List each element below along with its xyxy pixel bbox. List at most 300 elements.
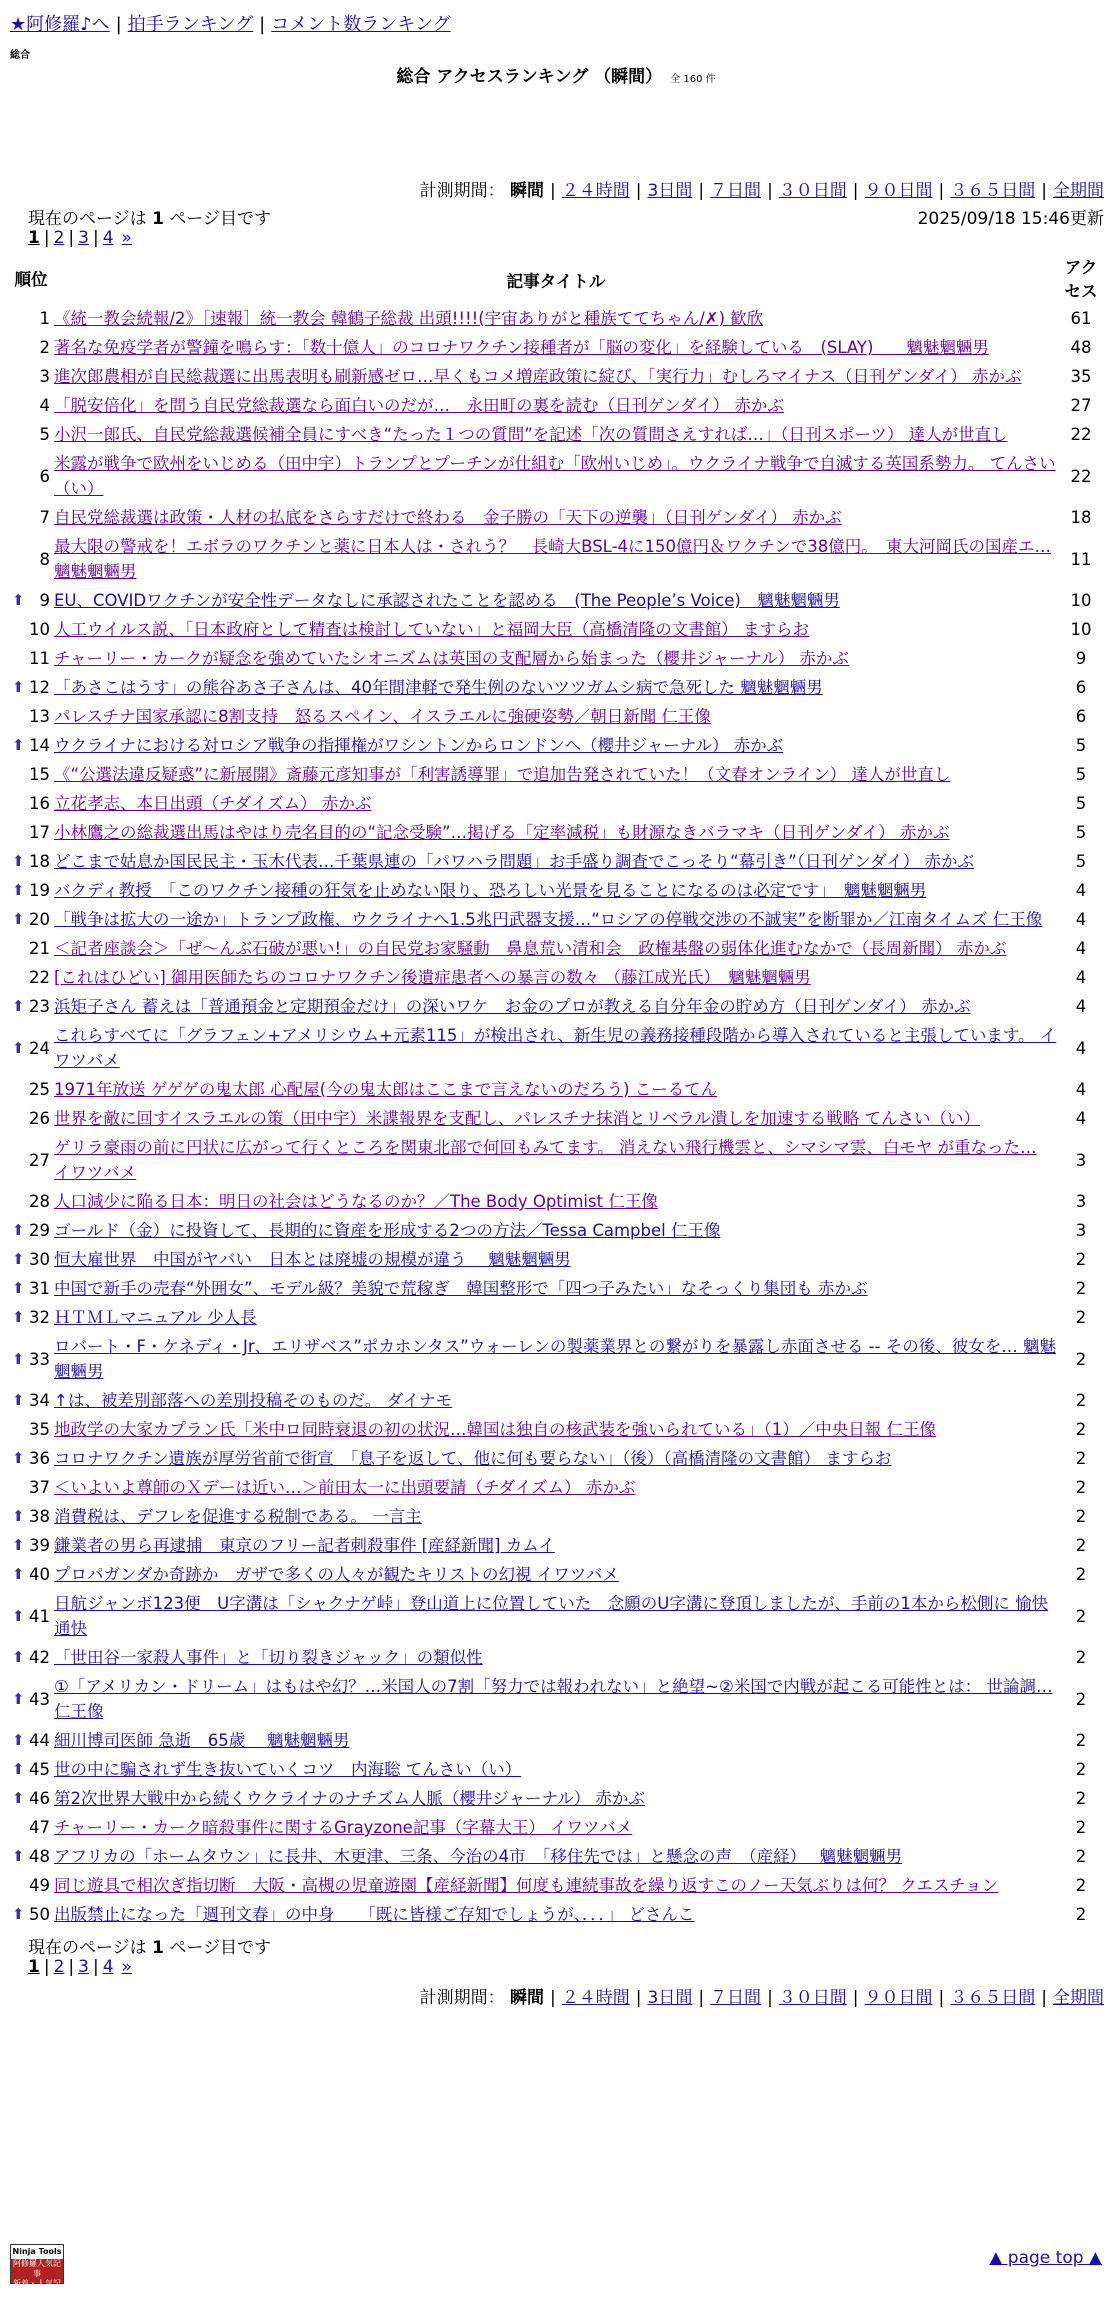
pager-top: 1 | 2 | 3 | 4 »	[28, 228, 132, 248]
rss-badge[interactable]	[10, 2244, 64, 2298]
article-link[interactable]: バクディ教授 「このワクチン接種の狂気を止めない限り、恐ろしい光景を見ることになるのは必定です」 魑魅魍魎男	[54, 881, 927, 900]
title-cell	[54, 1871, 1058, 1900]
table-row	[8, 1755, 1104, 1784]
access-count: 2	[1075, 1420, 1087, 1439]
pager-page-3[interactable]: 3	[78, 1957, 89, 1977]
article-link[interactable]: 出版禁止になった「週刊文春」の中身 「既に皆様ご存知でしょうが、．．．」 どさんこ	[54, 1905, 695, 1924]
access-count: 2	[1075, 1250, 1087, 1269]
rank-number: 34	[29, 1391, 50, 1410]
page-title-text: 総合 アクセスランキング （瞬間）	[396, 67, 663, 87]
rank-cell	[8, 1075, 54, 1104]
access-count: 3	[1075, 1221, 1087, 1240]
title-cell	[54, 391, 1058, 420]
rank-number: 2	[39, 338, 50, 357]
article-link[interactable]: チャーリー・カークが疑念を強めていたシオニズムは英国の支配層から始まった（櫻井ジャーナル） 赤かぶ	[54, 649, 849, 668]
access-count: 3	[1075, 1192, 1087, 1211]
rank-cell	[8, 1021, 54, 1075]
rank-cell	[8, 1502, 54, 1531]
article-link[interactable]: チャーリー・カーク暗殺事件に関するGrayzone記事（字幕大王） イワツバメ	[54, 1818, 633, 1837]
title-cell	[54, 963, 1058, 992]
ranking-body	[8, 304, 1104, 1929]
page-info-top	[28, 204, 271, 229]
article-link[interactable]: 中国で新手の売春“外囲女”、モデル級？美貌で荒稼ぎ 韓国整形で「四つ子みたい」なそっくり集団も 赤かぶ	[54, 1279, 868, 1298]
rank-number: 48	[29, 1847, 50, 1866]
pager-next[interactable]: »	[121, 228, 132, 248]
table-row	[8, 673, 1104, 702]
article-link[interactable]: 鎌業者の男ら再逮捕 東京のフリー記者刺殺事件 [産経新聞] カムイ	[54, 1536, 555, 1555]
article-link[interactable]: パレスチナ国家承認に8割支持 怒るスペイン、イスラエルに強硬姿勢／朝日新聞 仁王像	[54, 707, 711, 726]
table-row	[8, 420, 1104, 449]
rank-up-icon: ⬆	[12, 1308, 25, 1326]
article-link[interactable]: 消費税は、デフレを促進する税制である。 一言主	[54, 1507, 422, 1526]
rank-cell	[8, 1726, 54, 1755]
table-row	[8, 1502, 1104, 1531]
rank-cell	[8, 1386, 54, 1415]
access-count: 4	[1075, 1109, 1087, 1128]
title-cell	[54, 992, 1058, 1021]
rank-cell	[8, 1104, 54, 1133]
rank-number: 3	[39, 367, 50, 386]
title-cell	[54, 586, 1058, 615]
access-count: 10	[1070, 591, 1092, 610]
article-link[interactable]: ＨＴＭＬマニュアル 少人長	[54, 1308, 257, 1327]
rank-up-icon: ⬆	[12, 1536, 25, 1554]
article-link[interactable]: コロナワクチン遺族が厚労省前で街宣 「息子を返して、他に何も要らない」（後）（高橋清隆の文書館） ますらお	[54, 1449, 892, 1468]
title-cell	[54, 876, 1058, 905]
article-link[interactable]: 人工ウイルス説、「日本政府として精査は検討していない」と福岡大臣（高橋清隆の文書館） ますらお	[54, 620, 810, 639]
rank-number: 35	[29, 1420, 50, 1439]
page-info-suffix: ページ目です	[169, 1938, 271, 1958]
table-row	[8, 1187, 1104, 1216]
access-count: 5	[1075, 736, 1087, 755]
table-row	[8, 1274, 1104, 1303]
rank-cell	[8, 702, 54, 731]
table-row	[8, 1332, 1104, 1386]
article-link[interactable]: 「脱安倍化」を問う自民党総裁選なら面白いのだが… 永田町の裏を読む（日刊ゲンダイ） 赤かぶ	[54, 396, 784, 415]
period-24h-link[interactable]: ２４時間	[561, 181, 630, 201]
period-24h-link[interactable]: ２４時間	[561, 1988, 630, 2008]
rank-number: 16	[29, 794, 50, 813]
rank-up-icon: ⬆	[12, 1760, 25, 1778]
article-link[interactable]: 恒大雇世界 中国がヤバい 日本とは廃墟の規模が違う 魑魅魍魎男	[54, 1250, 571, 1269]
rank-up-icon: ⬆	[12, 1038, 25, 1057]
rank-cell	[8, 992, 54, 1021]
article-link[interactable]: 《統一教会続報/2》［速報］統一教会 韓鶴子総裁 出頭!!!!(宇宙ありがと種族ててちゃん/✗) 歓欣	[54, 309, 764, 328]
page-info-number: 1	[152, 1938, 164, 1958]
period-3d-link[interactable]: 3日間	[647, 1988, 693, 2008]
rank-up-icon: ⬆	[12, 1606, 25, 1625]
period-all-link[interactable]: 全期間	[1053, 1988, 1104, 2008]
rank-number: 21	[29, 939, 50, 958]
title-cell	[54, 1021, 1058, 1075]
rank-number: 17	[29, 823, 50, 842]
rank-up-icon: ⬆	[12, 1905, 25, 1923]
period-all-link[interactable]: 全期間	[1053, 181, 1104, 201]
title-cell	[54, 644, 1058, 673]
access-count: 4	[1075, 910, 1087, 929]
table-row	[8, 1842, 1104, 1871]
rank-number: 13	[29, 707, 50, 726]
rank-cell	[8, 420, 54, 449]
table-row	[8, 1531, 1104, 1560]
badge-line1: Ninja Tools	[11, 2245, 63, 2259]
rank-number: 1	[39, 309, 50, 328]
rank-cell	[8, 1842, 54, 1871]
article-link[interactable]: 同じ遊具で相次ぎ指切断 大阪・高槻の児童遊園【産経新聞】何度も連続事故を繰り返すこのノー天気ぶりは何？ クエスチョン	[54, 1876, 999, 1895]
rank-number: 42	[29, 1648, 50, 1667]
access-count: 3	[1075, 1150, 1087, 1170]
article-link[interactable]: 立花孝志、本日出頭（チダイズム） 赤かぶ	[54, 794, 372, 813]
rank-cell	[8, 1444, 54, 1473]
rank-cell	[8, 1187, 54, 1216]
title-cell	[54, 1075, 1058, 1104]
title-cell	[54, 1104, 1058, 1133]
access-count: 22	[1070, 425, 1092, 444]
table-row	[8, 702, 1104, 731]
article-link[interactable]: 自民党総裁選は政策・人材の払底をさらすだけで終わる 金子勝の「天下の逆襲」（日刊ゲンダイ） 赤かぶ	[54, 508, 842, 527]
article-link[interactable]: 地政学の大家カプラン氏「米中ロ同時衰退の初の状況…韓国は独自の核武装を強いられている」（1）／中央日報 仁王像	[54, 1420, 936, 1439]
table-row	[8, 503, 1104, 532]
article-link[interactable]: プロパガンダか奇跡か ガザで多くの人々が観たキリストの幻視 イワツバメ	[54, 1565, 619, 1584]
access-count: 2	[1075, 1648, 1087, 1667]
table-row	[8, 586, 1104, 615]
rank-cell	[8, 1560, 54, 1589]
page-info-number: 1	[152, 209, 164, 229]
rank-number: 11	[29, 649, 50, 668]
article-link[interactable]: EU、COVIDワクチンが安全性データなしに承認されたことを認める (The People’s Voice) 魑魅魍魎男	[54, 591, 840, 610]
header-title: 記事タイトル	[506, 272, 606, 291]
rank-number: 8	[39, 549, 50, 569]
pager-page-4[interactable]: 4	[102, 1957, 114, 1977]
table-row	[8, 1021, 1104, 1075]
article-link[interactable]: 米露が戦争で欧州をいじめる（田中宇）トランプとプーチンが仕組む「欧州いじめ」。ウクライナ戦争で自滅する英国系勢力。 てんさい（い）	[54, 454, 1056, 498]
article-link[interactable]: 人口減少に陥る日本：明日の社会はどうなるのか？／The Body Optimist 仁王像	[54, 1192, 658, 1211]
access-count: 4	[1075, 1038, 1087, 1058]
rank-number: 14	[29, 736, 50, 755]
category-label: 総合	[10, 50, 30, 61]
table-row	[8, 1133, 1104, 1187]
table-row	[8, 1672, 1104, 1726]
access-count: 5	[1075, 765, 1087, 784]
table-row	[8, 1415, 1104, 1444]
rank-cell	[8, 1415, 54, 1444]
access-count: 2	[1075, 1478, 1087, 1497]
rank-number: 15	[29, 765, 50, 784]
access-count: 2	[1075, 1818, 1087, 1837]
top-nav: ★阿修羅♪へ | 拍手ランキング | コメント数ランキング	[10, 14, 451, 35]
article-link[interactable]: 「あさこはうす」の熊谷あさ子さんは、40年間津軽で発生例のないツツガムシ病で急死した 魑魅魍魎男	[54, 678, 823, 697]
article-link[interactable]: 細川博司医師 急逝 65歳 魑魅魍魎男	[54, 1731, 350, 1750]
article-link[interactable]: 進次郎農相が自民総裁選に出馬表明も刷新感ゼロ…早くもコメ増産政策に綻び、「実行力」むしろマイナス（日刊ゲンダイ） 赤かぶ	[54, 367, 1022, 386]
rank-cell	[8, 818, 54, 847]
rank-cell	[8, 362, 54, 391]
table-row	[8, 1444, 1104, 1473]
rank-cell	[8, 1303, 54, 1332]
access-count: 2	[1075, 1689, 1087, 1709]
title-cell	[54, 449, 1058, 503]
clap-ranking-link[interactable]: 拍手ランキング	[127, 14, 254, 35]
rank-cell	[8, 1245, 54, 1274]
rank-up-icon: ⬆	[12, 997, 25, 1015]
period-7d-link[interactable]: ７日間	[710, 181, 762, 201]
access-count: 5	[1075, 852, 1087, 871]
title-cell	[54, 362, 1058, 391]
rank-number: 27	[29, 1150, 50, 1170]
table-row	[8, 1589, 1104, 1643]
table-row	[8, 304, 1104, 333]
article-link[interactable]: アフリカの「ホームタウン」に長井、木更津、三条、今治の4市 「移住先では」と懸念の声 （産経） 魑魅魍魎男	[54, 1847, 903, 1866]
header-rank: 順位	[14, 270, 48, 289]
access-count: 4	[1075, 1080, 1087, 1099]
table-row	[8, 934, 1104, 963]
period-3d-link[interactable]: 3日間	[647, 181, 693, 201]
article-link[interactable]: 1971年放送 ゲゲゲの鬼太郎 心配屋(今の鬼太郎はここまで言えないのだろう) こーるてん	[54, 1080, 718, 1099]
pager-bottom: 1 | 2 | 3 | 4 »	[28, 1957, 132, 1977]
title-cell	[54, 1502, 1058, 1531]
table-row	[8, 1560, 1104, 1589]
article-link[interactable]: ゴールド（金）に投資して、長期的に資産を形成する2つの方法／Tessa Campbel 仁王像	[54, 1221, 721, 1240]
rank-number: 18	[29, 852, 50, 871]
rank-cell	[8, 760, 54, 789]
access-count: 2	[1075, 1789, 1087, 1808]
access-count: 2	[1075, 1731, 1087, 1750]
title-cell	[54, 847, 1058, 876]
table-row	[8, 1075, 1104, 1104]
comment-ranking-link[interactable]: コメント数ランキング	[271, 14, 451, 35]
rank-number: 45	[29, 1760, 50, 1779]
rank-cell	[8, 1589, 54, 1643]
title-cell	[54, 1813, 1058, 1842]
rank-number: 24	[29, 1038, 50, 1058]
pager-current: 1	[28, 228, 40, 248]
rank-number: 44	[29, 1731, 50, 1750]
article-link[interactable]: ＜いよいよ尊師のＸデーは近い…＞前田太一に出頭要請（チダイズム） 赤かぶ	[54, 1478, 636, 1497]
period-current: 瞬間	[510, 181, 545, 201]
header-access: アクセス	[1064, 258, 1098, 301]
rank-number: 38	[29, 1507, 50, 1526]
period-current: 瞬間	[510, 1988, 545, 2008]
table-row	[8, 760, 1104, 789]
page-top-link[interactable]: ▲ page top ▲	[989, 2248, 1102, 2268]
rank-up-icon: ⬆	[12, 881, 25, 899]
access-count: 22	[1070, 466, 1092, 486]
home-link[interactable]: ★阿修羅♪へ	[10, 14, 110, 35]
pager-next[interactable]: »	[121, 1957, 132, 1977]
page-title	[0, 62, 1112, 87]
pager-page-2[interactable]: 2	[53, 1957, 65, 1977]
article-link[interactable]: [これはひどい] 御用医師たちのコロナワクチン後遺症患者への暴言の数々 （藤江成光氏） 魑魅魍魎男	[54, 968, 811, 987]
rank-number: 29	[29, 1221, 50, 1240]
access-count: 2	[1075, 1507, 1087, 1526]
table-row	[8, 1216, 1104, 1245]
article-link[interactable]: 第2次世界大戦中から続くウクライナのナチズム人脈（櫻井ジャーナル） 赤かぶ	[54, 1789, 645, 1808]
rank-up-icon: ⬆	[12, 1250, 25, 1268]
rank-cell	[8, 876, 54, 905]
title-cell	[54, 1187, 1058, 1216]
access-count: 2	[1075, 1876, 1087, 1895]
table-row	[8, 1643, 1104, 1672]
table-row	[8, 876, 1104, 905]
rank-cell	[8, 905, 54, 934]
rank-number: 37	[29, 1478, 50, 1497]
access-count: 2	[1075, 1391, 1087, 1410]
access-count: 2	[1075, 1449, 1087, 1468]
rank-up-icon: ⬆	[12, 591, 25, 609]
article-link[interactable]: 著名な免疫学者が警鐘を鳴らす：「数十億人」のコロナワクチン接種者が「脳の変化」を経験している (SLAY) 魑魅魍魎男	[54, 338, 989, 357]
page-info-prefix: 現在のページは	[28, 209, 147, 229]
article-link[interactable]: 最大限の警戒を！エボラのワクチンと薬に日本人は・されう？ 長崎大BSL-4に150億円＆ワクチンで38億円。 東大河岡氏の国産エ… 魑魅魍魎男	[54, 537, 1051, 581]
rank-number: 26	[29, 1109, 50, 1128]
article-link[interactable]: ゲリラ豪雨の前に円状に広がって行くところを関東北部で何回もみてます。 消えない飛行機雲と、シマシマ雲、白モヤ が重なった… イワツバメ	[54, 1138, 1037, 1182]
title-cell	[54, 1531, 1058, 1560]
period-90d-link[interactable]: ９０日間	[864, 1988, 933, 2008]
access-count: 11	[1070, 549, 1092, 569]
access-count: 35	[1070, 367, 1092, 386]
rank-number: 5	[39, 425, 50, 444]
period-365d-link[interactable]: ３６５日間	[950, 1988, 1036, 2008]
article-link[interactable]: 浜矩子さん 蓄えは「普通預金と定期預金だけ」の深いワケ お金のプロが教える自分年金の貯め方（日刊ゲンダイ） 赤かぶ	[54, 997, 971, 1016]
rank-up-icon: ⬆	[12, 1731, 25, 1749]
table-row	[8, 391, 1104, 420]
rank-cell	[8, 934, 54, 963]
rank-cell	[8, 1813, 54, 1842]
access-count: 2	[1075, 1308, 1087, 1327]
period-30d-link[interactable]: ３０日間	[778, 1988, 847, 2008]
title-cell	[54, 1560, 1058, 1589]
period-90d-link[interactable]: ９０日間	[864, 181, 933, 201]
title-cell	[54, 789, 1058, 818]
table-row	[8, 1871, 1104, 1900]
title-cell	[54, 503, 1058, 532]
period-label: 計測期間：	[419, 1988, 505, 2008]
article-link[interactable]: ＜記者座談会＞「ぜ～んぶ石破が悪い!」の自民党お家騒動 鼻息荒い清和会 政権基盤の弱体化進むなかで（長周新聞） 赤かぶ	[54, 939, 1007, 958]
title-cell	[54, 1133, 1058, 1187]
access-count: 2	[1075, 1349, 1087, 1369]
rank-up-icon: ⬆	[12, 1847, 25, 1865]
rank-number: 41	[29, 1606, 50, 1626]
rank-number: 33	[29, 1349, 50, 1369]
rank-number: 9	[39, 591, 50, 610]
pager-page-2[interactable]: 2	[53, 228, 65, 248]
table-row	[8, 818, 1104, 847]
title-cell	[54, 420, 1058, 449]
rank-cell	[8, 1755, 54, 1784]
rank-cell	[8, 333, 54, 362]
article-link[interactable]: 小林鷹之の総裁選出馬はやはり売名目的の“記念受験”…掲げる「定率減税」も財源なきバラマキ（日刊ゲンダイ） 赤かぶ	[54, 823, 950, 842]
rank-cell	[8, 1643, 54, 1672]
rank-number: 43	[29, 1689, 50, 1709]
article-link[interactable]: 世界を敵に回すイスラエルの策（田中宇）米諜報界を支配し、パレスチナ抹消とリベラル潰しを加速する戦略 てんさい（い）	[54, 1109, 980, 1128]
article-link[interactable]: ↑は、被差別部落への差別投稿そのものだ。 ダイナモ	[54, 1391, 453, 1410]
table-row	[8, 1245, 1104, 1274]
rank-up-icon: ⬆	[12, 1449, 25, 1467]
access-count: 2	[1075, 1606, 1087, 1626]
rank-cell	[8, 1531, 54, 1560]
article-link[interactable]: 「戦争は拡大の一途か」トランプ政権、ウクライナへ1.5兆円武器支援…“ロシアの停戦交渉の不誠実”を断罪か／江南タイムズ 仁王像	[54, 910, 1043, 929]
title-cell	[54, 1216, 1058, 1245]
article-link[interactable]: ウクライナにおける対ロシア戦争の指揮権がワシントンからロンドンへ（櫻井ジャーナル） 赤かぶ	[54, 736, 784, 755]
rank-cell	[8, 1274, 54, 1303]
title-cell	[54, 304, 1058, 333]
rank-cell	[8, 1672, 54, 1726]
access-count: 4	[1075, 968, 1087, 987]
access-count: 2	[1075, 1847, 1087, 1866]
table-row	[8, 789, 1104, 818]
pager-page-4[interactable]: 4	[102, 228, 114, 248]
title-cell	[54, 1415, 1058, 1444]
period-selector-top: 計測期間： 瞬間 | ２４時間 | 3日間 | ７日間 | ３０日間 | ９０日間 | ３６５日間 | 全期間	[419, 181, 1104, 201]
table-row	[8, 333, 1104, 362]
period-30d-link[interactable]: ３０日間	[778, 181, 847, 201]
rank-number: 31	[29, 1279, 50, 1298]
rank-cell	[8, 1332, 54, 1386]
title-cell	[54, 1589, 1058, 1643]
access-count: 6	[1075, 678, 1087, 697]
rank-cell	[8, 391, 54, 420]
rank-number: 23	[29, 997, 50, 1016]
article-link[interactable]: 「世田谷一家殺人事件」と「切り裂きジャック」の類似性	[54, 1648, 483, 1667]
article-link[interactable]: 日航ジャンボ123便 U字溝は「シャクナゲ峠」登山道上に位置していた 念願のU字溝に登頂しましたが、手前の1本から松側に 愉快通快	[54, 1594, 1049, 1638]
page-info-prefix: 現在のページは	[28, 1938, 147, 1958]
rank-up-icon: ⬆	[12, 678, 25, 696]
article-link[interactable]: 《“公選法違反疑惑”に新展開》斎藤元彦知事が「利害誘導罪」で追加告発されていた！（文春オンライン） 達人が世直し	[54, 765, 951, 784]
article-link[interactable]: これらすべてに「グラフェン+アメリシウム+元素115」が検出され、新生児の義務接種段階から導入されていると主張しています。 イワツバメ	[54, 1026, 1057, 1070]
rank-number: 47	[29, 1818, 50, 1837]
table-row	[8, 847, 1104, 876]
access-count: 5	[1075, 794, 1087, 813]
rank-number: 46	[29, 1789, 50, 1808]
rank-cell	[8, 1900, 54, 1929]
pager-page-3[interactable]: 3	[78, 228, 89, 248]
table-row	[8, 1303, 1104, 1332]
title-cell	[54, 1784, 1058, 1813]
title-cell	[54, 1303, 1058, 1332]
rank-up-icon: ⬆	[12, 1565, 25, 1583]
title-cell	[54, 673, 1058, 702]
period-7d-link[interactable]: ７日間	[710, 1988, 762, 2008]
table-row	[8, 1813, 1104, 1842]
table-row	[8, 1473, 1104, 1502]
article-link[interactable]: どこまで姑息か国民民主・玉木代表…千葉県連の「パワハラ問題」お手盛り調査でこっそり“幕引き”（日刊ゲンダイ） 赤かぶ	[54, 852, 974, 871]
rank-cell	[8, 304, 54, 333]
rank-number: 49	[29, 1876, 50, 1895]
article-link[interactable]: 小沢一郎氏、自民党総裁選候補全員にすべき“たった１つの質問”を記述「次の質問さえすれば…」（日刊スポーツ） 達人が世直し	[54, 425, 1008, 444]
rank-cell	[8, 1216, 54, 1245]
rank-cell	[8, 789, 54, 818]
article-link[interactable]: ①「アメリカン・ドリーム」はもはや幻？…米国人の7割「努力では報われない」と絶望~②米国で内戦が起こる可能性とは： 世論調… 仁王像	[54, 1677, 1053, 1721]
total-count: 全 160 件	[670, 74, 716, 85]
page-info-bottom	[28, 1933, 271, 1958]
rank-up-icon: ⬆	[12, 1507, 25, 1525]
rank-up-icon: ⬆	[12, 1689, 25, 1708]
title-cell	[54, 1274, 1058, 1303]
table-row	[8, 1386, 1104, 1415]
period-365d-link[interactable]: ３６５日間	[950, 181, 1036, 201]
rank-number: 6	[39, 466, 50, 486]
article-link[interactable]: 世の中に騙されず生き抜いていくコツ 内海聡 てんさい（い）	[54, 1760, 522, 1779]
rank-number: 50	[29, 1905, 50, 1924]
article-link[interactable]: ロバート・F・ケネディ・Jr、エリザベス”ポカホンタス”ウォーレンの製薬業界との繋がりを暴露し赤面させる -- その後、彼女を… 魑魅魍魎男	[54, 1337, 1057, 1381]
rank-number: 25	[29, 1080, 50, 1099]
page-info-suffix: ページ目です	[169, 209, 271, 229]
title-cell	[54, 731, 1058, 760]
rank-number: 10	[29, 620, 50, 639]
table-row	[8, 905, 1104, 934]
ranking-table	[8, 256, 1104, 1929]
title-cell	[54, 1842, 1058, 1871]
access-count: 2	[1075, 1905, 1087, 1924]
access-count: 9	[1075, 649, 1087, 668]
